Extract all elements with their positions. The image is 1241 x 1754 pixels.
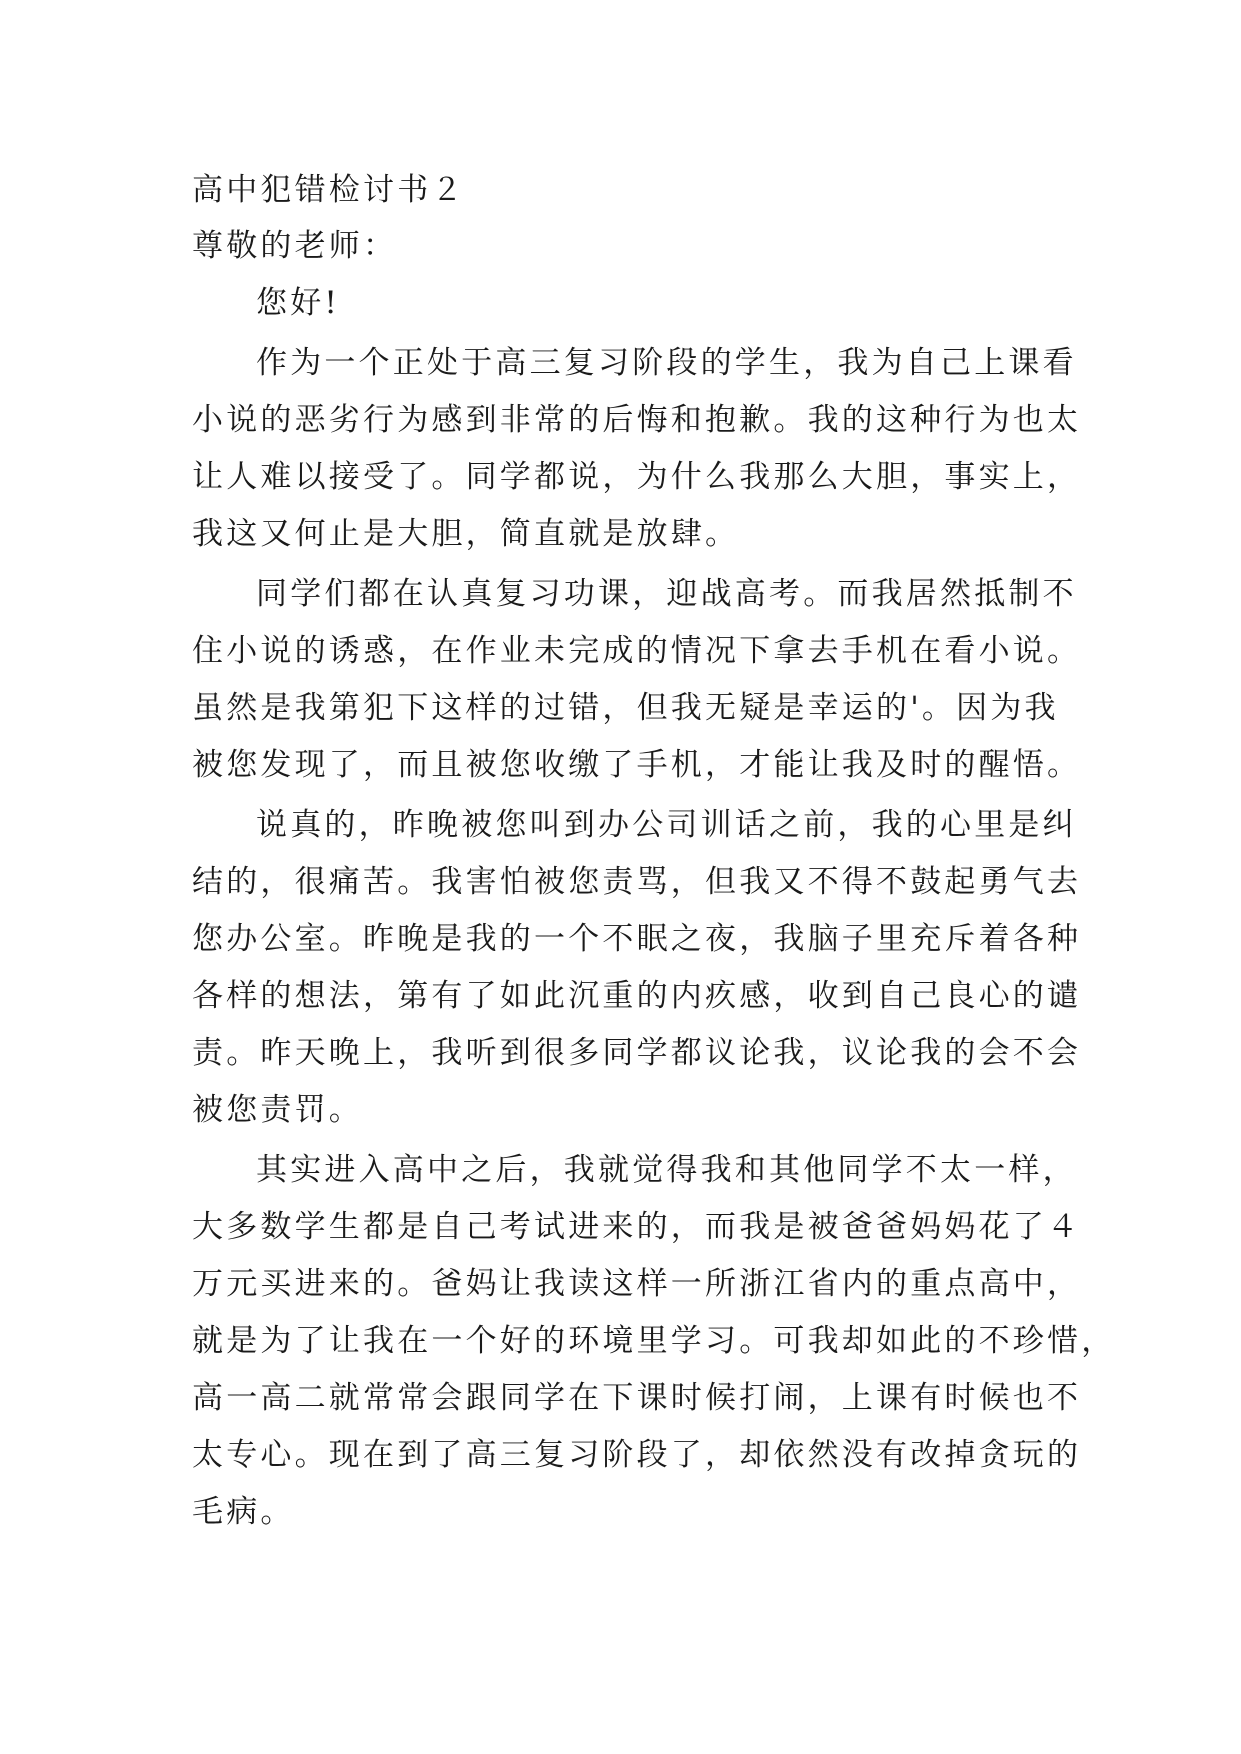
- paragraph-line: 太专心。现在到了高三复习阶段了，却依然没有改掉贪玩的: [192, 1437, 1082, 1473]
- paragraph-line: 住小说的诱惑，在作业未完成的情况下拿去手机在看小说。: [192, 633, 1082, 669]
- greeting: 您好!: [256, 285, 341, 321]
- document-body: [192, 163, 1116, 1541]
- paragraph-line: 说真的，昨晚被您叫到办公司训话之前，我的心里是纠: [256, 807, 1077, 843]
- paragraph-line: 虽然是我第犯下这样的过错，但我无疑是幸运的'。因为我: [192, 690, 1059, 726]
- paragraph-line: 高一高二就常常会跟同学在下课时候打闹，上课有时候也不: [192, 1380, 1082, 1416]
- salutation: 尊敬的老师：: [192, 228, 398, 264]
- paragraph-line: 万元买进来的。爸妈让我读这样一所浙江省内的重点高中，: [192, 1266, 1082, 1302]
- paragraph-line: 结的，很痛苦。我害怕被您责骂，但我又不得不鼓起勇气去: [192, 864, 1082, 900]
- paragraph-line: 作为一个正处于高三复习阶段的学生，我为自己上课看: [256, 345, 1077, 381]
- paragraph-1: [192, 335, 1082, 563]
- paragraph-4: [192, 1142, 1116, 1541]
- paragraph-line: 各样的想法，第有了如此沉重的内疚感，收到自己良心的谴: [192, 978, 1082, 1014]
- paragraph-line: 就是为了让我在一个好的环境里学习。可我却如此的不珍惜，: [192, 1323, 1116, 1359]
- paragraph-line: 您办公室。昨晚是我的一个不眠之夜，我脑子里充斥着各种: [192, 921, 1082, 957]
- paragraph-3: [192, 797, 1082, 1139]
- paragraph-line: 同学们都在认真复习功课，迎战高考。而我居然抵制不: [256, 576, 1077, 612]
- document-title: 高中犯错检讨书２: [192, 172, 466, 208]
- paragraph-line: 小说的恶劣行为感到非常的后悔和抱歉。我的这种行为也太: [192, 402, 1082, 438]
- paragraph-2: [192, 566, 1082, 794]
- paragraph-line: 大多数学生都是自己考试进来的，而我是被爸爸妈妈花了４: [192, 1209, 1082, 1245]
- paragraph-line: 让人难以接受了。同学都说，为什么我那么大胆，事实上，: [192, 459, 1082, 495]
- paragraph-line: 毛病。: [192, 1494, 295, 1530]
- paragraph-line: 被您责罚。: [192, 1092, 363, 1128]
- paragraph-line: 被您发现了，而且被您收缴了手机，才能让我及时的醒悟。: [192, 747, 1082, 783]
- paragraph-line: 我这又何止是大胆，简直就是放肆。: [192, 516, 740, 552]
- paragraph-line: 其实进入高中之后，我就觉得我和其他同学不太一样，: [256, 1152, 1077, 1188]
- paragraph-line: 责。昨天晚上，我听到很多同学都议论我，议论我的会不会: [192, 1035, 1082, 1071]
